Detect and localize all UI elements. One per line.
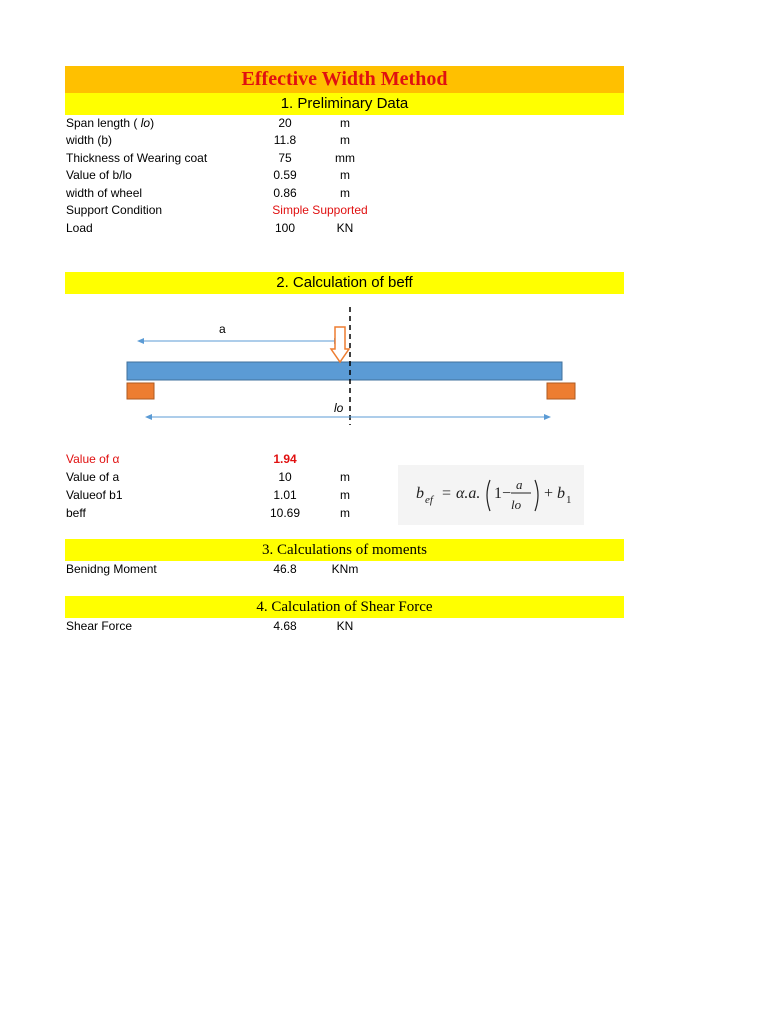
svg-text:b: b: [557, 485, 565, 502]
row-unit: KN: [336, 619, 354, 633]
row-unit: m: [340, 168, 350, 182]
section-heading-shear: 4. Calculation of Shear Force: [65, 596, 624, 618]
left-support: [127, 383, 154, 399]
beam-diagram: [0, 300, 768, 440]
section-heading-beff: 2. Calculation of beff: [65, 272, 624, 294]
table-row: [0, 115, 768, 132]
row-label: beff: [66, 506, 86, 520]
arrowhead-right-lo: [544, 414, 551, 420]
row-unit: KNm: [331, 562, 359, 576]
svg-text:α.a.: α.a.: [456, 485, 481, 502]
row-label: Support Condition: [66, 203, 163, 217]
row-label: Shear Force: [66, 619, 133, 633]
svg-text:lo: lo: [511, 497, 522, 512]
table-row: [0, 618, 768, 635]
svg-text:b: b: [416, 485, 424, 502]
table-row: [0, 505, 768, 522]
beam: [127, 362, 562, 380]
label-lo: lo: [334, 401, 344, 415]
table-row: [0, 561, 768, 578]
row-unit: m: [340, 506, 350, 520]
row-value: 10.69: [269, 506, 301, 520]
svg-text:a: a: [516, 477, 523, 492]
svg-text:=: =: [442, 485, 452, 502]
beff-formula: [398, 465, 584, 525]
row-value: 1.01: [273, 488, 297, 502]
table-row: [0, 451, 768, 468]
table-row: [0, 132, 768, 149]
row-value: 11.8: [273, 133, 297, 147]
section-heading-moments: 3. Calculations of moments: [65, 539, 624, 561]
svg-text:+: +: [544, 485, 554, 502]
alpha-value: 1.94: [273, 452, 297, 466]
row-value: 10: [278, 470, 292, 484]
row-unit: m: [340, 116, 350, 130]
row-unit: mm: [335, 151, 355, 165]
row-label: Load: [66, 221, 93, 235]
table-row: [0, 469, 768, 486]
arrowhead-left-a: [137, 338, 144, 344]
table-row: [0, 202, 768, 219]
load-arrow-icon: [331, 327, 349, 362]
row-value: 4.68: [273, 619, 297, 633]
table-row: [0, 167, 768, 184]
row-unit: m: [340, 470, 350, 484]
svg-text:ef: ef: [425, 494, 433, 506]
formula-image: [398, 465, 584, 525]
label-a: a: [219, 322, 226, 336]
table-row: [0, 220, 768, 237]
row-value: 0.86: [273, 186, 297, 200]
row-label: Span length ( lo): [66, 116, 155, 130]
row-unit: KN: [336, 221, 354, 235]
row-label: width of wheel: [66, 186, 143, 200]
page-title: Effective Width Method: [65, 66, 624, 93]
row-unit: m: [340, 186, 350, 200]
table-row: [0, 150, 768, 167]
row-label: Value of α: [66, 452, 120, 466]
row-label: Value of a: [66, 470, 120, 484]
row-value: 46.8: [273, 562, 297, 576]
right-support: [547, 383, 575, 399]
svg-text:1−: 1−: [494, 485, 512, 502]
row-label: width (b): [66, 133, 113, 147]
row-label: Thickness of Wearing coat: [66, 151, 208, 165]
row-label: Value of b/lo: [66, 168, 132, 182]
arrowhead-left-lo: [145, 414, 152, 420]
svg-text:1: 1: [566, 494, 572, 506]
row-label: Valueof b1: [66, 488, 123, 502]
row-unit: m: [340, 133, 350, 147]
section-heading-preliminary: 1. Preliminary Data: [65, 93, 624, 115]
row-label: Benidng Moment: [66, 562, 157, 576]
row-value: 100: [274, 221, 296, 235]
support-condition-value: Simple Supported: [272, 203, 368, 217]
row-value: 20: [278, 116, 292, 130]
row-value: 75: [278, 151, 292, 165]
row-value: 0.59: [273, 168, 297, 182]
table-row: [0, 487, 768, 504]
table-row: [0, 185, 768, 202]
row-unit: m: [340, 488, 350, 502]
